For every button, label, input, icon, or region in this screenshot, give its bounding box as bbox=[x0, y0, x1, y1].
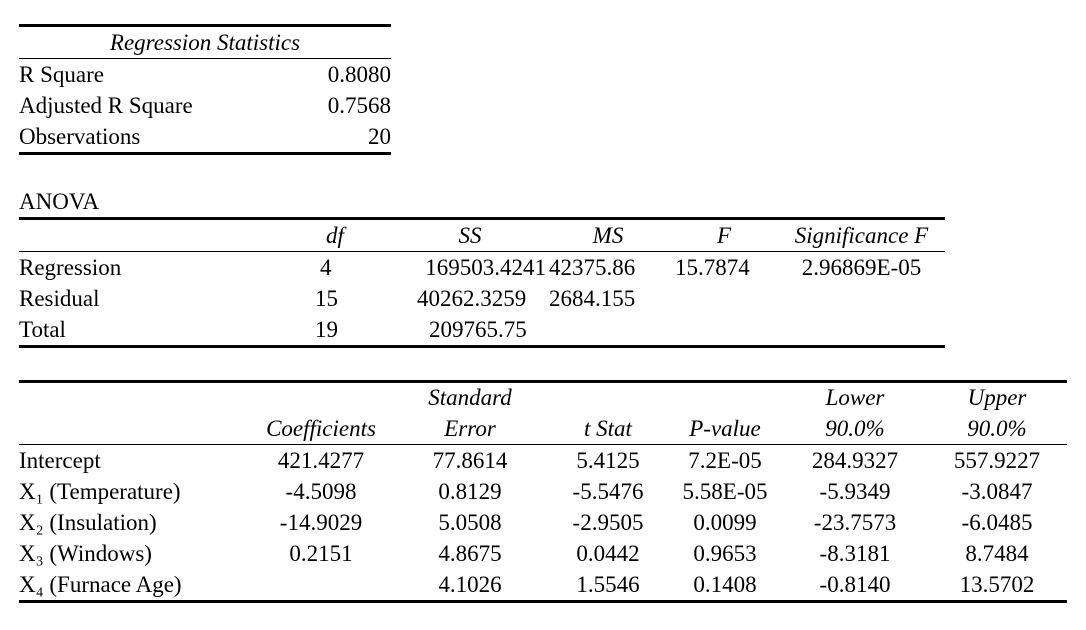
coef-header-bottom: Coefficients bbox=[251, 413, 391, 445]
coef-variable: X₃ (Windows) bbox=[19, 541, 152, 566]
coef-header-top bbox=[251, 382, 391, 414]
anova-significance-f: 2.96869E-05 bbox=[801, 255, 922, 280]
anova-ms: 2684.155 bbox=[549, 286, 636, 311]
table-row bbox=[19, 121, 391, 154]
t-stat: 1.5546 bbox=[549, 569, 667, 602]
table-row bbox=[19, 507, 1067, 538]
lower-90: 284.9327 bbox=[811, 448, 899, 473]
upper-90: 557.9227 bbox=[953, 448, 1041, 473]
coef-variable: X₄ (Furnace Age) bbox=[19, 569, 251, 602]
anova-df: 19 bbox=[249, 314, 394, 347]
anova-header-f: F bbox=[670, 219, 778, 252]
coef-header-bottom: t Stat bbox=[549, 413, 667, 445]
anova-title: ANOVA bbox=[19, 189, 100, 214]
stat-value: 0.7568 bbox=[327, 93, 391, 118]
coef-header-top: Lower bbox=[783, 382, 927, 414]
anova-header-df: df bbox=[249, 219, 394, 252]
coef-header-bottom: Error bbox=[391, 413, 549, 445]
anova-header-row bbox=[19, 219, 945, 252]
regression-statistics-title: Regression Statistics bbox=[19, 26, 391, 59]
anova-table bbox=[19, 217, 945, 348]
anova-f: 15.7874 bbox=[675, 255, 750, 280]
coef-header-top: Upper bbox=[927, 382, 1067, 414]
table-row bbox=[19, 59, 391, 91]
anova-ss: 209765.75 bbox=[394, 314, 546, 347]
coef-header-row-top bbox=[19, 382, 1067, 414]
p-value: 7.2E-05 bbox=[688, 448, 762, 473]
stat-value: 0.8080 bbox=[327, 62, 391, 87]
coef-value bbox=[251, 569, 391, 602]
anova-significance-f bbox=[778, 283, 945, 314]
stat-label: Adjusted R Square bbox=[19, 93, 193, 118]
std-error: 4.1026 bbox=[391, 569, 549, 602]
anova-header-significance-f: Significance F bbox=[778, 219, 945, 252]
anova-ss: 169503.4241 bbox=[425, 255, 546, 280]
upper-90: -6.0485 bbox=[961, 510, 1033, 535]
p-value: 0.9653 bbox=[693, 541, 757, 566]
regression-statistics-table bbox=[19, 24, 391, 155]
anova-f bbox=[670, 283, 778, 314]
anova-df: 15 bbox=[315, 286, 338, 311]
coef-header-bottom: P-value bbox=[667, 413, 783, 445]
table-row bbox=[19, 90, 391, 121]
lower-90: -0.8140 bbox=[783, 569, 927, 602]
table-row bbox=[19, 314, 945, 347]
t-stat: 5.4125 bbox=[576, 448, 640, 473]
p-value: 0.0099 bbox=[693, 510, 757, 535]
upper-90: 13.5702 bbox=[927, 569, 1067, 602]
stat-label: Observations bbox=[19, 121, 289, 154]
coefficients-table bbox=[19, 380, 1067, 603]
stat-label: R Square bbox=[19, 62, 104, 87]
coef-header-bottom: 90.0% bbox=[783, 413, 927, 445]
anova-header-ss: SS bbox=[394, 219, 546, 252]
coef-variable: X₂ (Insulation) bbox=[19, 510, 157, 535]
anova-ms bbox=[546, 314, 670, 347]
p-value: 0.1408 bbox=[667, 569, 783, 602]
coef-value: -14.9029 bbox=[279, 510, 363, 535]
anova-df: 4 bbox=[320, 255, 332, 280]
table-row bbox=[19, 445, 1067, 477]
table-row bbox=[19, 538, 1067, 569]
anova-source: Regression bbox=[19, 255, 122, 280]
stat-value: 20 bbox=[289, 121, 391, 154]
table-row bbox=[19, 476, 1067, 507]
lower-90: -23.7573 bbox=[813, 510, 897, 535]
anova-significance-f bbox=[778, 314, 945, 347]
p-value: 5.58E-05 bbox=[682, 479, 768, 504]
upper-90: -3.0847 bbox=[961, 479, 1033, 504]
anova-f bbox=[670, 314, 778, 347]
coef-header-top bbox=[19, 382, 251, 414]
coef-header-top: Standard bbox=[391, 382, 549, 414]
std-error: 0.8129 bbox=[438, 479, 502, 504]
coef-variable: X₁ (Temperature) bbox=[19, 479, 181, 504]
upper-90: 8.7484 bbox=[965, 541, 1029, 566]
table-row bbox=[19, 283, 945, 314]
coef-header-bottom: 90.0% bbox=[927, 413, 1067, 445]
anova-header-blank bbox=[19, 219, 249, 252]
t-stat: 0.0442 bbox=[576, 541, 640, 566]
t-stat: -5.5476 bbox=[572, 479, 644, 504]
coef-variable: Intercept bbox=[19, 448, 101, 473]
lower-90: -5.9349 bbox=[819, 479, 891, 504]
table-row bbox=[19, 252, 945, 284]
std-error: 77.8614 bbox=[432, 448, 508, 473]
coef-header-row-bottom bbox=[19, 413, 1067, 445]
table-row bbox=[19, 569, 1067, 602]
anova-header-ms: MS bbox=[546, 219, 670, 252]
std-error: 5.0508 bbox=[438, 510, 502, 535]
coef-value: 421.4277 bbox=[277, 448, 365, 473]
std-error: 4.8675 bbox=[438, 541, 502, 566]
coef-value: -4.5098 bbox=[285, 479, 357, 504]
coef-header-bottom bbox=[19, 413, 251, 445]
t-stat: -2.9505 bbox=[572, 510, 644, 535]
anova-source: Residual bbox=[19, 286, 100, 311]
coef-header-top bbox=[667, 382, 783, 414]
coef-value: 0.2151 bbox=[289, 541, 353, 566]
anova-source: Total bbox=[19, 314, 249, 347]
anova-ss: 40262.3259 bbox=[417, 286, 527, 311]
anova-ms: 42375.86 bbox=[549, 255, 636, 280]
lower-90: -8.3181 bbox=[819, 541, 891, 566]
coef-header-top bbox=[549, 382, 667, 414]
